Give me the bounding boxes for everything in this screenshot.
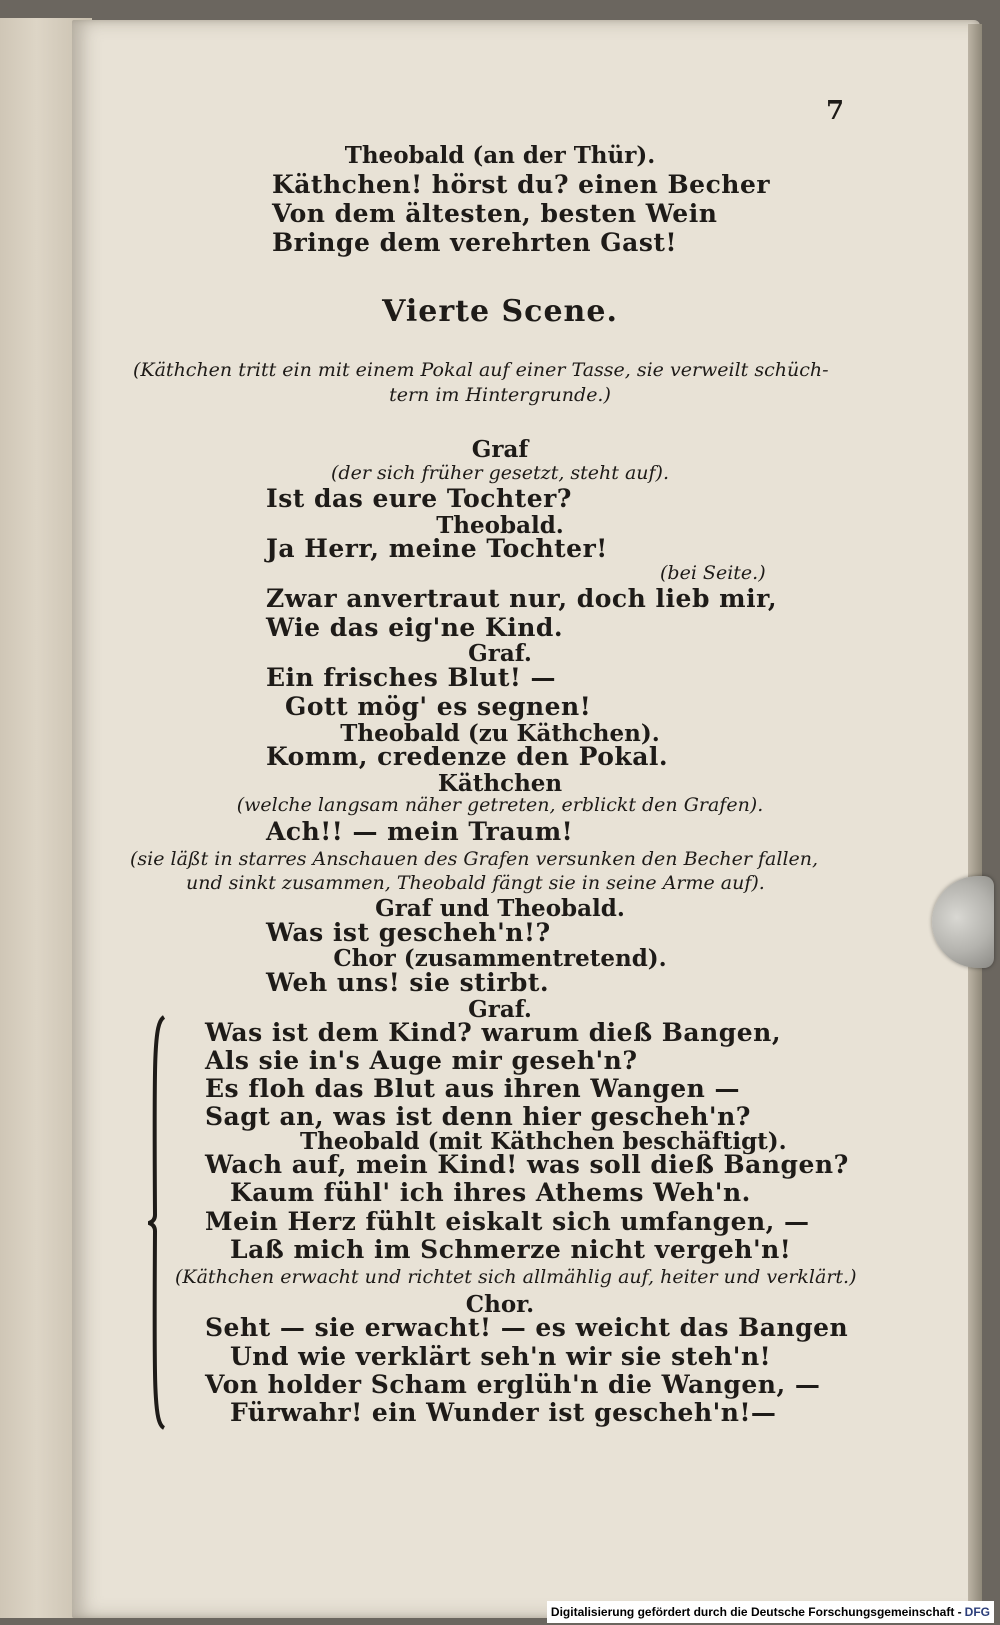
stage-direction: (der sich früher gesetzt, steht auf). [331, 462, 669, 484]
verse-line: Zwar anvertraut nur, doch lieb mir, [266, 584, 778, 613]
speaker-line: Theobald. [436, 512, 564, 539]
verse-line: Seht — sie erwacht! — es weicht das Bangen [205, 1313, 849, 1342]
speaker-line: Chor (zusammentretend). [333, 945, 667, 972]
brace-icon [148, 1015, 168, 1430]
verse-line: Bringe dem verehrten Gast! [272, 228, 677, 257]
verse-line: Von dem ältesten, besten Wein [272, 199, 718, 228]
speaker-line: Theobald (mit Käthchen beschäftigt). [300, 1128, 787, 1155]
verse-line: Von holder Scham erglüh'n die Wangen, — [205, 1370, 821, 1399]
dfg-logo: DFG [964, 1605, 990, 1619]
verse-line: Und wie verklärt seh'n wir sie steh'n! [230, 1342, 772, 1371]
verse-line: Komm, credenze den Pokal. [266, 742, 669, 771]
verse-line: Ach!! — mein Traum! [266, 817, 574, 846]
verse-line: Wie das eig'ne Kind. [266, 613, 564, 642]
stage-direction: (welche langsam näher getreten, erblickt den Grafen). [236, 794, 764, 816]
speaker-line: Theobald (zu Käthchen). [340, 720, 660, 747]
page-number: 7 [826, 96, 845, 126]
verse-line: Wach auf, mein Kind! was soll dieß Bangen? [205, 1150, 849, 1179]
speaker-line: Käthchen [437, 770, 563, 797]
stage-direction: und sinkt zusammen, Theobald fängt sie in seine Arme auf). [186, 872, 765, 894]
verse-line: Ein frisches Blut! — [266, 663, 557, 692]
speaker-line: Chor. [465, 1291, 535, 1318]
verse-line: Fürwahr! ein Wunder ist gescheh'n!— [230, 1398, 777, 1427]
speaker-line: Theobald (an der Thür). [344, 142, 656, 169]
stage-direction: tern im Hintergrunde.) [389, 384, 611, 406]
stage-direction: (sie läßt in starres Anschauen des Grafen versunken den Becher fallen, [130, 848, 819, 870]
verse-line: Ja Herr, meine Tochter! [266, 534, 608, 563]
speaker-line: Graf und Theobald. [375, 895, 625, 922]
verse-line: Käthchen! hörst du? einen Becher [272, 170, 771, 199]
verse-line: Gott mög' es segnen! [285, 692, 592, 721]
verse-line: Ist das eure Tochter? [266, 484, 572, 513]
verse-line: Mein Herz fühlt eiskalt sich umfangen, — [205, 1207, 810, 1236]
verse-line: Laß mich im Schmerze nicht vergeh'n! [230, 1235, 792, 1264]
verse-line: Es floh das Blut aus ihren Wangen — [205, 1074, 740, 1103]
verse-line: Kaum fühl' ich ihres Athems Weh'n. [230, 1178, 751, 1207]
verse-line: Weh uns! sie stirbt. [266, 968, 550, 997]
verse-line: Was ist gescheh'n!? [266, 918, 551, 947]
page-edge-shadow [968, 24, 982, 1614]
stage-direction: (bei Seite.) [660, 562, 766, 584]
scene-heading: Vierte Scene. [382, 294, 618, 329]
verse-line: Als sie in's Auge mir geseh'n? [205, 1046, 638, 1075]
verse-line: Was ist dem Kind? warum dieß Bangen, [205, 1018, 782, 1047]
footer-text: Digitalisierung gefördert durch die Deutsche Forschungsgemeinschaft - [550, 1605, 962, 1619]
digitization-footer [547, 1601, 994, 1623]
verse-line: Sagt an, was ist denn hier gescheh'n? [205, 1102, 751, 1131]
speaker-line: Graf. [468, 640, 532, 667]
speaker-line: Graf. [468, 996, 532, 1023]
stage-direction: (Käthchen erwacht und richtet sich allmählig auf, heiter und verklärt.) [175, 1266, 857, 1288]
stage-direction: (Käthchen tritt ein mit einem Pokal auf einer Tasse, sie verweilt schüch- [133, 359, 829, 381]
speaker-line: Graf [471, 436, 529, 463]
